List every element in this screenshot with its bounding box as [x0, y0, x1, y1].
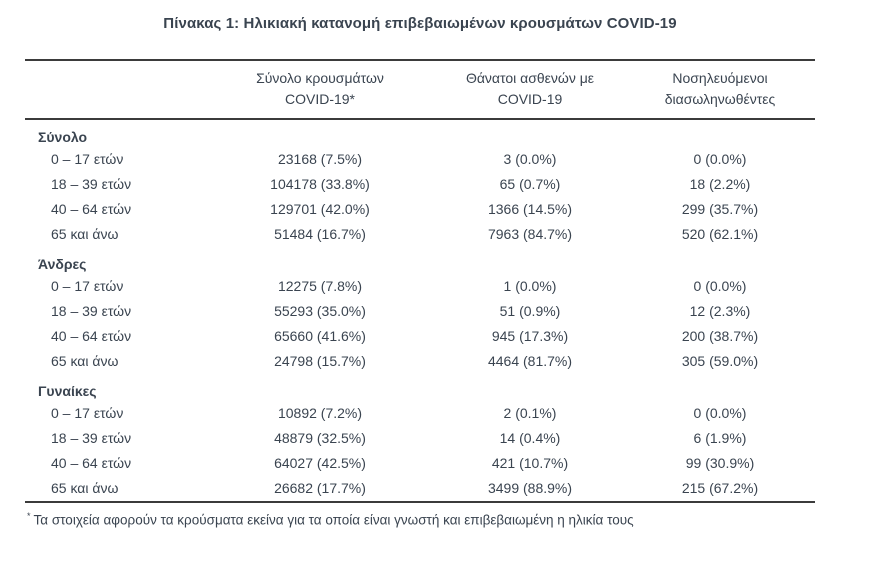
data-cell: 18 (2.2%): [689, 176, 751, 192]
data-cell: 305 (59.0%): [681, 353, 759, 369]
age-group-label: 0 – 17 ετών: [51, 151, 124, 167]
data-cell: 129701 (42.0%): [270, 201, 370, 217]
section-header-row: [25, 247, 815, 274]
age-group-label: 40 – 64 ετών: [51, 328, 132, 344]
age-group-label: 65 και άνω: [51, 480, 119, 496]
table-title: Πίνακας 1: Ηλικιακή κατανομή επιβεβαιωμένων κρουσμάτων COVID-19: [163, 15, 677, 32]
data-cell: 0 (0.0%): [693, 278, 747, 294]
data-cell: 1 (0.0%): [503, 278, 557, 294]
section-header-row: [25, 119, 815, 147]
table-row: [25, 349, 815, 374]
data-cell: 1366 (14.5%): [487, 201, 573, 217]
table-row: [25, 426, 815, 451]
table-row: [25, 451, 815, 476]
table-row: [25, 147, 815, 172]
data-cell: 2 (0.1%): [503, 405, 557, 421]
section-header-row: [25, 374, 815, 401]
data-cell: 65 (0.7%): [499, 176, 561, 192]
data-cell: 0 (0.0%): [693, 405, 747, 421]
footnote-marker: *: [27, 511, 31, 521]
data-cell: 12275 (7.8%): [277, 278, 363, 294]
column-header-line: διασωληνωθέντες: [664, 91, 776, 107]
data-cell: 12 (2.3%): [689, 303, 751, 319]
table-container: [25, 59, 815, 503]
empty-header-cell: [25, 60, 205, 119]
data-cell: 51484 (16.7%): [274, 226, 366, 242]
age-group-label: 18 – 39 ετών: [51, 176, 132, 192]
column-header-line: Θάνατοι ασθενών με: [465, 70, 595, 86]
data-cell: 48879 (32.5%): [274, 430, 366, 446]
column-header-deaths: [435, 60, 625, 119]
data-cell: 299 (35.7%): [681, 201, 759, 217]
table-row: [25, 274, 815, 299]
age-group-label: 0 – 17 ετών: [51, 405, 124, 421]
section-label: Άνδρες: [38, 256, 87, 272]
data-cell: 3499 (88.9%): [487, 480, 573, 496]
table-row: [25, 476, 815, 502]
table-row: [25, 324, 815, 349]
data-cell: 3 (0.0%): [503, 151, 557, 167]
age-group-label: 40 – 64 ετών: [51, 201, 132, 217]
data-cell: 64027 (42.5%): [274, 455, 366, 471]
data-cell: 24798 (15.7%): [274, 353, 366, 369]
table-row: [25, 401, 815, 426]
data-cell: 4464 (81.7%): [487, 353, 573, 369]
table-row: [25, 222, 815, 247]
table-body: [25, 119, 815, 502]
age-group-label: 18 – 39 ετών: [51, 303, 132, 319]
column-header-total-cases: [205, 60, 435, 119]
data-cell: 51 (0.9%): [499, 303, 561, 319]
footnote-text: Τα στοιχεία αφορούν τα κρούσματα εκείνα για τα οποία είναι γνωστή και επιβεβαιωμένη η ηλικία τους: [33, 512, 634, 528]
data-cell: 104178 (33.8%): [270, 176, 370, 192]
data-cell: 0 (0.0%): [693, 151, 747, 167]
data-cell: 421 (10.7%): [491, 455, 569, 471]
data-cell: 26682 (17.7%): [274, 480, 366, 496]
covid-age-distribution-table: [25, 59, 815, 503]
age-group-label: 65 και άνω: [51, 226, 119, 242]
data-cell: 215 (67.2%): [681, 480, 759, 496]
data-cell: 10892 (7.2%): [277, 405, 363, 421]
table-row: [25, 172, 815, 197]
header-row: [25, 60, 815, 119]
data-cell: 7963 (84.7%): [487, 226, 573, 242]
column-header-line: Σύνολο κρουσμάτων: [256, 70, 384, 86]
age-group-label: 65 και άνω: [51, 353, 119, 369]
data-cell: 6 (1.9%): [693, 430, 747, 446]
column-header-line: COVID-19: [497, 91, 563, 107]
data-cell: 55293 (35.0%): [274, 303, 366, 319]
table-footnote: [27, 511, 817, 529]
data-cell: 200 (38.7%): [681, 328, 759, 344]
section-label: Σύνολο: [38, 129, 88, 145]
data-cell: 14 (0.4%): [499, 430, 561, 446]
data-cell: 520 (62.1%): [681, 226, 759, 242]
column-header-intubated: [625, 60, 815, 119]
age-group-label: 40 – 64 ετών: [51, 455, 132, 471]
data-cell: 945 (17.3%): [491, 328, 569, 344]
section-label: Γυναίκες: [38, 383, 97, 399]
data-cell: 65660 (41.6%): [274, 328, 366, 344]
age-group-label: 0 – 17 ετών: [51, 278, 124, 294]
age-group-label: 18 – 39 ετών: [51, 430, 132, 446]
data-cell: 23168 (7.5%): [277, 151, 363, 167]
column-header-line: Νοσηλευόμενοι: [672, 70, 768, 86]
data-cell: 99 (30.9%): [685, 455, 755, 471]
table-row: [25, 197, 815, 222]
table-row: [25, 299, 815, 324]
column-header-line: COVID-19*: [284, 91, 356, 107]
